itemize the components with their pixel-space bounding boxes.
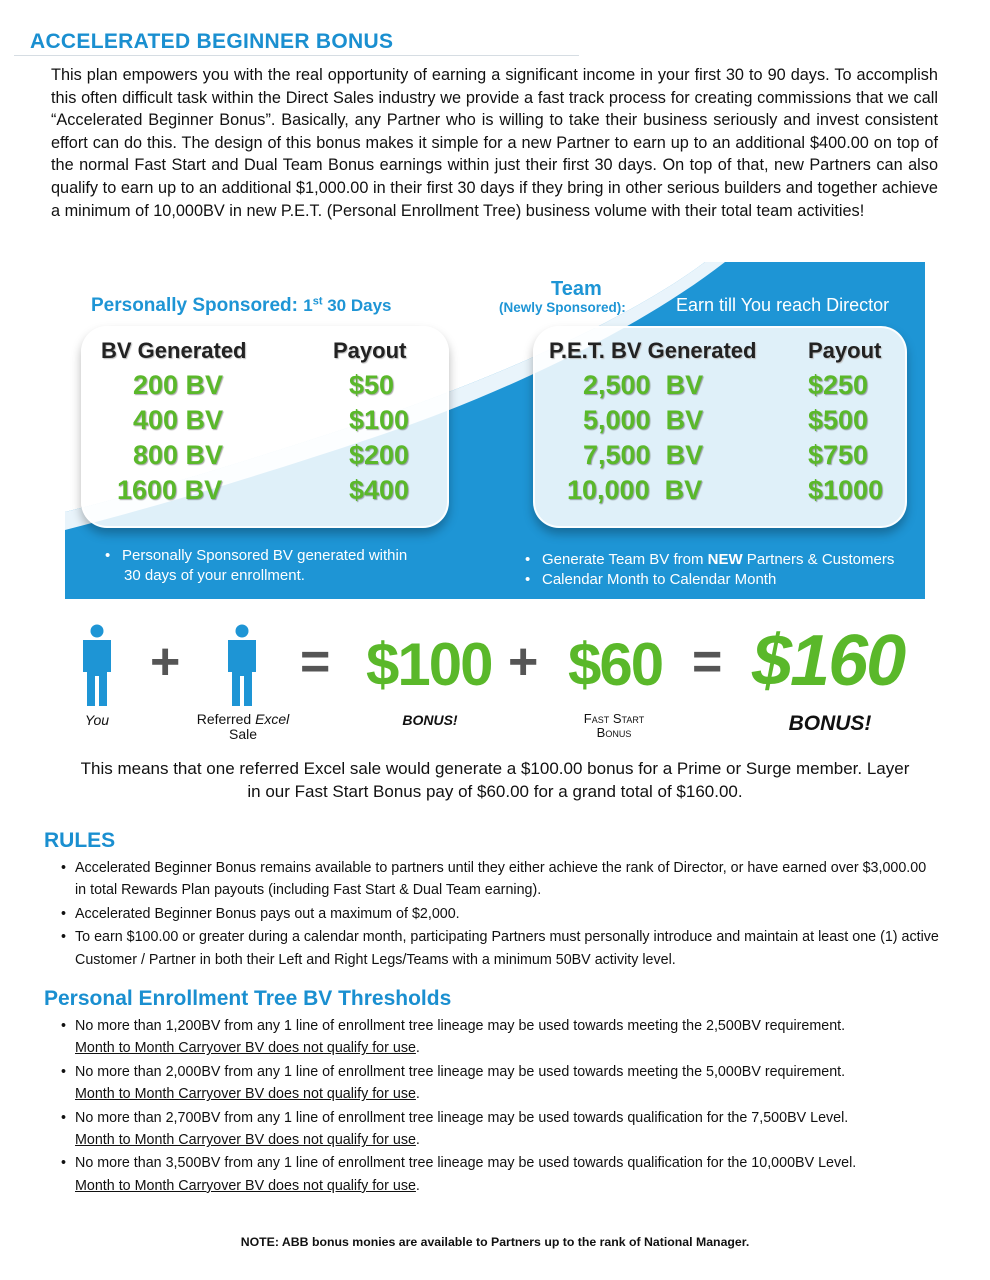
intro-paragraph: This plan empowers you with the real opportunity of earning a significant income in your first 30 to 90 days. To accomplish this often difficult task within the Direct Sales industry we provide a fast track process for creating commissions that we call “Accelerated Beginner Bonus”. Basically, any Partner who is willing to take their business seriously and invest consistent effort can do this. The design of this bonus makes it simple for a new Partner to earn up to an additional $400.00 on top of the normal Fast Start and Dual Team Bonus earnings within just their first 30 days. On top of that, new Partners can also qualify to earn up to an additional $1,000.00 in their first 30 days if they bring in other serious builders and together achieve a minimum of 10,000BV in new P.E.T. (Personal Enrollment Tree) business volume with their total team activities!: [51, 66, 938, 220]
payout-value: $200: [349, 440, 410, 470]
team-payout-card: [533, 326, 907, 528]
list-item: • No more than 2,700BV from any 1 line of enrollment tree lineage may be used towards qualification for the 7,500BV Level. Month to Month Carryover BV does not qualify for use.: [60, 1107, 940, 1152]
payout-value: $1000: [808, 475, 884, 505]
equals-sign: =: [300, 633, 331, 691]
list-item: • No more than 2,000BV from any 1 line of enrollment tree lineage may be used towards meeting the 5,000BV requirement. Month to Month Carryover BV does not qualify for use.: [60, 1061, 940, 1106]
person-icon: [80, 624, 114, 706]
fast-start-amount: $60: [568, 631, 663, 698]
caption-fast-start: Fast Start Bonus: [583, 711, 645, 740]
bv-value: 10,000 BV: [567, 475, 703, 505]
team-subtitle: (Newly Sponsored):: [499, 300, 626, 315]
pet-bv-header: P.E.T. BV Generated: [549, 338, 757, 363]
caption-bonus: BONUS!: [402, 712, 458, 728]
title-divider: [14, 55, 579, 56]
bv-value: 5,000 BV: [583, 405, 704, 435]
rules-heading: RULES: [44, 829, 116, 852]
plus-sign: +: [150, 633, 181, 691]
rules-list: [60, 857, 940, 972]
payout-header: Payout: [333, 338, 407, 363]
list-item: • To earn $100.00 or greater during a calendar month, participating Partners must personally introduce and maintain at least one (1) active Customer / Partner in both their Left and Right Legs/Teams with a minimum 50BV activity level.: [60, 926, 940, 971]
footer-note: NOTE: ABB bonus monies are available to Partners up to the rank of National Manager.: [240, 1235, 750, 1249]
explanation-paragraph: This means that one referred Excel sale would generate a $100.00 bonus for a Prime or Surge member. Layer in our Fast Start Bonus pay of $60.00 for a grand total of $160.00.: [80, 759, 910, 801]
list-item: • Accelerated Beginner Bonus remains available to partners until they either achieve the rank of Director, or have earned over $3,000.00 in total Rewards Plan payouts (including Fast Start & Dual Team earning).: [60, 857, 940, 902]
bv-generated-header: BV Generated: [101, 338, 247, 363]
payout-value: $250: [808, 370, 869, 400]
list-item: • No more than 1,200BV from any 1 line of enrollment tree lineage may be used towards meeting the 2,500BV requirement. Month to Month Carryover BV does not qualify for use.: [60, 1015, 940, 1060]
total-amount: $160: [752, 621, 905, 701]
list-item: • Accelerated Beginner Bonus pays out a maximum of $2,000.: [60, 903, 940, 925]
payout-value: $50: [349, 370, 395, 400]
bonus-banner: [65, 262, 925, 599]
bv-value: 400 BV: [133, 405, 224, 435]
personal-payout-card: [81, 326, 449, 528]
caption-referred-sale: Referred Excel Sale: [196, 711, 290, 742]
personal-bullets: • Personally Sponsored BV generated within 30 days of your enrollment.: [105, 547, 408, 584]
bv-value: 800 BV: [133, 440, 224, 470]
payout-value: $100: [349, 405, 410, 435]
caption-total-bonus: BONUS!: [788, 712, 872, 735]
pet-thresholds-list: [60, 1015, 940, 1198]
pet-thresholds-heading: Personal Enrollment Tree BV Thresholds: [44, 987, 452, 1010]
bv-value: 2,500 BV: [583, 370, 704, 400]
bv-value: 7,500 BV: [583, 440, 704, 470]
list-item: • No more than 3,500BV from any 1 line of enrollment tree lineage may be used towards qualification for the 10,000BV Level. Month to Month Carryover BV does not qualify for use.: [60, 1152, 940, 1197]
caption-you: You: [84, 712, 110, 728]
plus-sign: +: [508, 633, 539, 691]
payout-value: $750: [808, 440, 869, 470]
bonus-amount: $100: [366, 631, 492, 698]
payout-value: $500: [808, 405, 869, 435]
payout-header: Payout: [808, 338, 882, 363]
page-title: ACCELERATED BEGINNER BONUS: [30, 30, 394, 53]
team-earn-label: Earn till You reach Director: [676, 295, 890, 315]
bv-value: 200 BV: [133, 370, 224, 400]
team-title: Team: [551, 278, 602, 300]
equals-sign: =: [692, 633, 723, 691]
team-bullets: • Generate Team BV from NEW Partners & Customers • Calendar Month to Calendar Month: [525, 551, 895, 588]
bv-value: 1600 BV: [117, 475, 223, 505]
payout-value: $400: [349, 475, 410, 505]
person-icon: [225, 624, 259, 706]
personally-sponsored-title: Personally Sponsored: 1st 30 Days: [91, 295, 392, 316]
